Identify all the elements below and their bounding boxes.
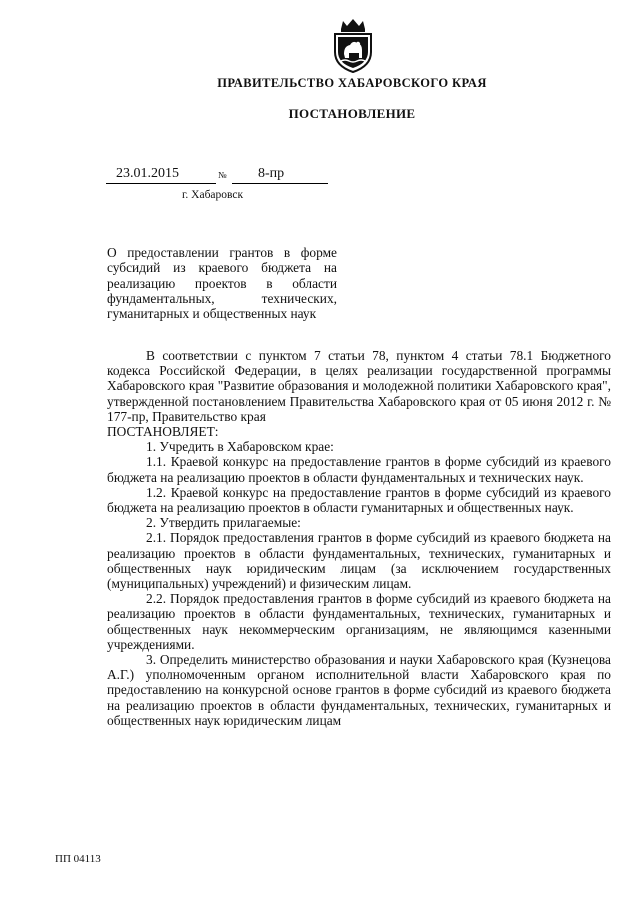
footer-code: ПП 04113 bbox=[55, 853, 101, 865]
city-label: г. Хабаровск bbox=[182, 189, 244, 201]
number-sign: № bbox=[218, 170, 227, 180]
document-subject: О предоставлении грантов в форме субсидий из краевого бюджета на реализацию проектов в области фундаментальных, технических, гуманитарных и общественных наук bbox=[107, 245, 337, 322]
preamble-paragraph: В соответствии с пунктом 7 статьи 78, пунктом 4 статьи 78.1 Бюджетного кодекса Российской Федерации, в целях реализации государственной программы Хабаровского края "Развитие образования и молодежной политики Хабаровского края", утвержденной постановлением Правительства Хабаровского края от 05 июня 2012 г. № 177-пр, Правительство края bbox=[107, 348, 611, 424]
document-date: 23.01.2015 bbox=[106, 166, 216, 184]
clause-1: 1. Учредить в Хабаровском крае: bbox=[146, 439, 334, 455]
clause-1-2: 1.2. Краевой конкурс на предоставление грантов в форме субсидий из краевого бюджета на реализацию проектов в области гуманитарных и общественных наук. bbox=[107, 484, 611, 516]
clause-2-2: 2.2. Порядок предоставления грантов в форме субсидий из краевого бюджета на реализацию проектов в области фундаментальных, технических, гуманитарных и общественных наук некоммерческим организациям, не являющимся казенными учреждениями. bbox=[107, 591, 611, 652]
resolves-heading: ПОСТАНОВЛЯЕТ: bbox=[107, 424, 219, 440]
document-body bbox=[107, 348, 611, 728]
government-title: ПРАВИТЕЛЬСТВО ХАБАРОВСКОГО КРАЯ bbox=[217, 76, 487, 90]
clause-2-1: 2.1. Порядок предоставления грантов в форме субсидий из краевого бюджета на реализацию проектов в области фундаментальных, технических, гуманитарных и общественных наук юридическим лицам (за исключением государственных (муниципальных) учреждений) и физическим лицам. bbox=[107, 530, 611, 592]
document-number: 8-пр bbox=[232, 166, 328, 184]
khabarovsk-coat-of-arms-icon bbox=[331, 18, 375, 74]
clause-1-1: 1.1. Краевой конкурс на предоставление грантов в форме субсидий из краевого бюджета на реализацию проектов в области фундаментальных и технических наук. bbox=[107, 454, 611, 485]
clause-2: 2. Утвердить прилагаемые: bbox=[146, 515, 301, 531]
clause-3: 3. Определить министерство образования и науки Хабаровского края (Кузнецова А.Г.) уполномоченным органом исполнительной власти Хабаровского края по предоставлению на конкурсной основе грантов в форме субсидий из краевого бюджета на реализацию проектов в области фундаментальных, технических, гуманитарных и общественных наук юридическим лицам bbox=[107, 652, 611, 728]
document-type: ПОСТАНОВЛЕНИЕ bbox=[288, 106, 416, 121]
